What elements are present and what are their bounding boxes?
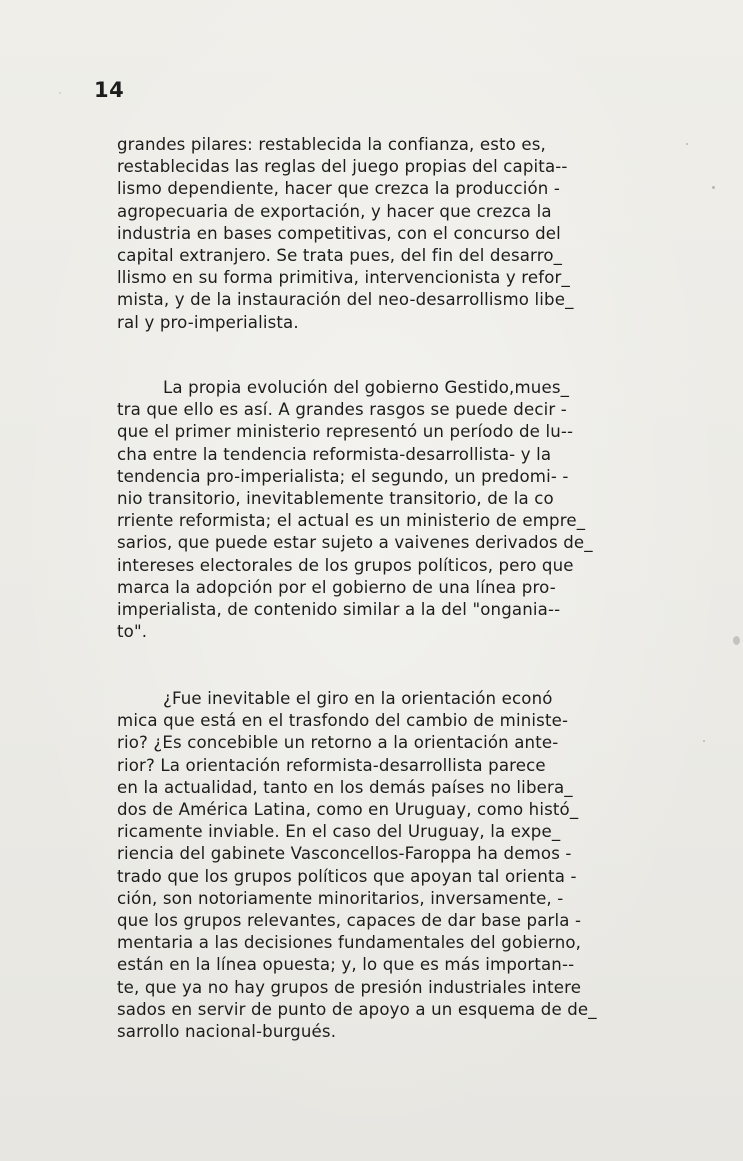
- text-line: capital extranjero. Se trata pues, del fin del desarro_: [117, 246, 563, 266]
- text-line: ral y pro-imperialista.: [117, 312, 299, 332]
- speck: [59, 92, 61, 94]
- text-line: tra que ello es así. A grandes rasgos se puede decir -: [117, 400, 567, 420]
- text-line: llismo en su forma primitiva, intervencionista y refor_: [117, 268, 570, 288]
- text-line: trado que los grupos políticos que apoyan tal orienta -: [117, 866, 577, 886]
- text-line: rriente reformista; el actual es un ministerio de empre_: [117, 511, 586, 531]
- text-line: que el primer ministerio representó un período de lu--: [117, 422, 574, 442]
- text-line: mica que está en el trasfondo del cambio de ministe-: [117, 711, 569, 731]
- speck: [686, 143, 688, 145]
- text-line: dos de América Latina, como en Uruguay, como histó_: [117, 800, 579, 820]
- text-line: La propia evolución del gobierno Gestido,mues_: [163, 378, 570, 397]
- text-line: industria en bases competitivas, con el concurso del: [117, 223, 561, 243]
- page-number: 14: [94, 78, 125, 102]
- text-line: te, que ya no hay grupos de presión industriales intere: [117, 977, 582, 997]
- speck: [703, 740, 705, 742]
- text-line: imperialista, de contenido similar a la del "ongania--: [117, 600, 561, 620]
- text-line: sarios, que puede estar sujeto a vaivenes derivados de_: [117, 533, 593, 553]
- text-line: to".: [117, 622, 148, 642]
- text-line: lismo dependiente, hacer que crezca la producción -: [117, 179, 560, 199]
- text-line: sados en servir de punto de apoyo a un esquema de de_: [117, 999, 597, 1019]
- paragraph-3: [117, 688, 662, 1043]
- text-line: tendencia pro-imperialista; el segundo, un predomi- -: [117, 466, 569, 486]
- text-line: agropecuaria de exportación, y hacer que crezca la: [117, 201, 552, 221]
- text-line: cha entre la tendencia reformista-desarrollista- y la: [117, 444, 552, 464]
- paragraph-2: [117, 377, 662, 643]
- text-line: sarrollo nacional-burgués.: [117, 1022, 337, 1042]
- text-line: intereses electorales de los grupos políticos, pero que: [117, 555, 574, 575]
- text-line: rior? La orientación reformista-desarrollista parece: [117, 755, 546, 775]
- text-line: restablecidas las reglas del juego propias del capita--: [117, 157, 568, 177]
- text-line: ción, son notoriamente minoritarios, inversamente, -: [117, 888, 564, 908]
- text-line: marca la adopción por el gobierno de una línea pro-: [117, 577, 556, 597]
- text-line: están en la línea opuesta; y, lo que es más importan--: [117, 955, 575, 975]
- speck: [712, 186, 715, 189]
- text-line: ricamente inviable. En el caso del Uruguay, la expe_: [117, 822, 561, 842]
- text-line: ¿Fue inevitable el giro en la orientación econó: [163, 689, 553, 708]
- text-line: que los grupos relevantes, capaces de dar base parla -: [117, 911, 582, 931]
- text-line: grandes pilares: restablecida la confianza, esto es,: [117, 135, 546, 154]
- text-line: mista, y de la instauración del neo-desarrollismo libe_: [117, 290, 574, 310]
- text-line: mentaria a las decisiones fundamentales del gobierno,: [117, 933, 582, 953]
- speck: [733, 636, 740, 645]
- text-line: riencia del gabinete Vasconcellos-Faroppa ha demos -: [117, 844, 572, 864]
- text-line: en la actualidad, tanto en los demás países no libera_: [117, 777, 573, 797]
- text-line: rio? ¿Es concebible un retorno a la orientación ante-: [117, 733, 559, 753]
- paragraph-1: [117, 134, 662, 334]
- text-line: nio transitorio, inevitablemente transitorio, de la co: [117, 489, 554, 509]
